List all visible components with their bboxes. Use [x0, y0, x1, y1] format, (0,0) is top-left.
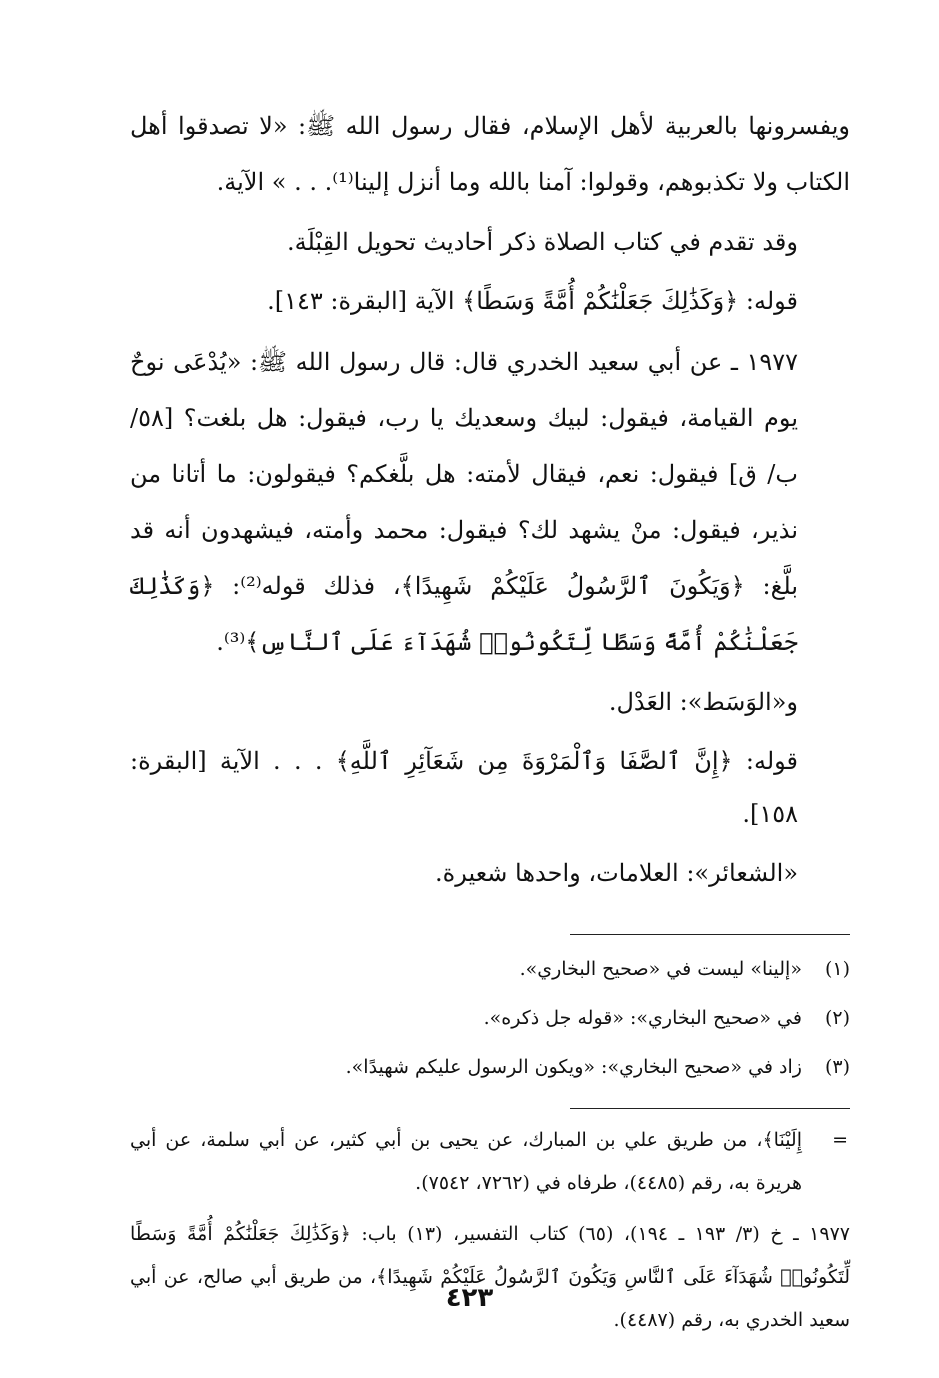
page-body	[130, 98, 850, 1342]
footnote-item	[130, 945, 850, 994]
continuation-marker: =	[832, 1129, 848, 1151]
footnotes	[130, 945, 850, 1092]
paragraph-verse-158: قوله: ﴿إِنَّ ٱلصَّفَا وَٱلْمَرْوَةَ مِن شَعَآئِرِ ٱللَّهِ﴾ . . . الآية [البقرة: ١٥٨].	[130, 747, 798, 828]
footnote-text: زاد في «صحيح البخاري»: «ويكون الرسول عليكم شهيدًا».	[345, 1056, 802, 1078]
paragraph-verse-143: قوله: ﴿وَكَذَٰلِكَ جَعَلْنَٰكُمْ أُمَّةً وَسَطًا﴾ الآية [البقرة: ١٤٣].	[267, 287, 798, 315]
paragraph-intro: ويفسرونها بالعربية لأهل الإسلام، فقال رسول الله ﷺ: «لا تصدقوا أهل الكتاب ولا تكذبوهم، وقولوا: آمنا بالله وما أنزل إلينا⁽¹⁾. . . » الآية.	[130, 112, 850, 196]
footnote-number: (١)	[824, 958, 850, 980]
main-text	[130, 98, 850, 900]
paragraph-wasat: و«الوَسَط»: العَدْل.	[608, 688, 798, 716]
continuation-text: إِلَيْنَا﴾، من طريق علي بن المبارك، عن يحيى بن أبي كثير، عن أبي سلمة، عن أبي هريرة به، رقم (٤٤٨٥)، طرفاه في (٧٢٦٢، ٧٥٤٢).	[130, 1129, 802, 1194]
continuation-note	[130, 1119, 850, 1205]
footnote-item	[130, 994, 850, 1043]
footnote-item	[130, 1043, 850, 1092]
paragraph-shaair: «الشعائر»: العلامات، واحدها شعيرة.	[435, 859, 798, 887]
footnote-text: في «صحيح البخاري»: «قوله جل ذكره».	[483, 1007, 802, 1029]
footnote-number: (٢)	[824, 1007, 850, 1029]
takhrij-1977: ١٩٧٧ ـ خ (٣/ ١٩٣ ـ ١٩٤)، (٦٥) كتاب التفسير، (١٣) باب: ﴿وَكَذَٰلِكَ جَعَلْنَٰكُمْ أُمَّةً وَسَطًا لِّتَكُونُوا۟ شُهَدَآءَ عَلَى ٱلنَّاسِ وَيَكُونَ ٱلرَّسُولُ عَلَيْكُمْ شَهِيدًا﴾، من طريق أبي صالح، عن أبي سعيد الخدري به، رقم (٤٤٨٧).	[130, 1223, 850, 1331]
footnote-text: «إلينا» ليست في «صحيح البخاري».	[519, 958, 802, 980]
page-number: ٤٢٣	[445, 1283, 494, 1313]
footnote-number: (٣)	[824, 1056, 850, 1078]
footnote-separator	[570, 934, 850, 935]
paragraph-hadith-1977: ١٩٧٧ ـ عن أبي سعيد الخدري قال: قال رسول الله ﷺ: «يُدْعَى نوحٌ يوم القيامة، فيقول: لبيك وسعديك يا رب، فيقول: هل بلغت؟ [٥٨/ ب/ ق] فيقول: نعم، فيقال لأمته: هل بلَّغكم؟ فيقولون: ما أتانا من نذير، فيقول: منْ يشهد لك؟ فيقول: محمد وأمته، فيشهدون أنه قد بلَّغ: ﴿وَيَكُونَ ٱلرَّسُولُ عَلَيْكُمْ شَهِيدًا﴾، فذلك قوله⁽²⁾: ﴿وَكَذَٰلِكَ جَعَلْنَٰكُمْ أُمَّةً وَسَطًا لِّتَكُونُوا۟ شُهَدَآءَ عَلَى ٱلنَّاسِ﴾⁽³⁾.	[130, 348, 798, 656]
paragraph-qibla: وقد تقدم في كتاب الصلاة ذكر أحاديث تحويل القِبْلَة.	[286, 228, 798, 256]
takhrij-separator	[570, 1108, 850, 1109]
